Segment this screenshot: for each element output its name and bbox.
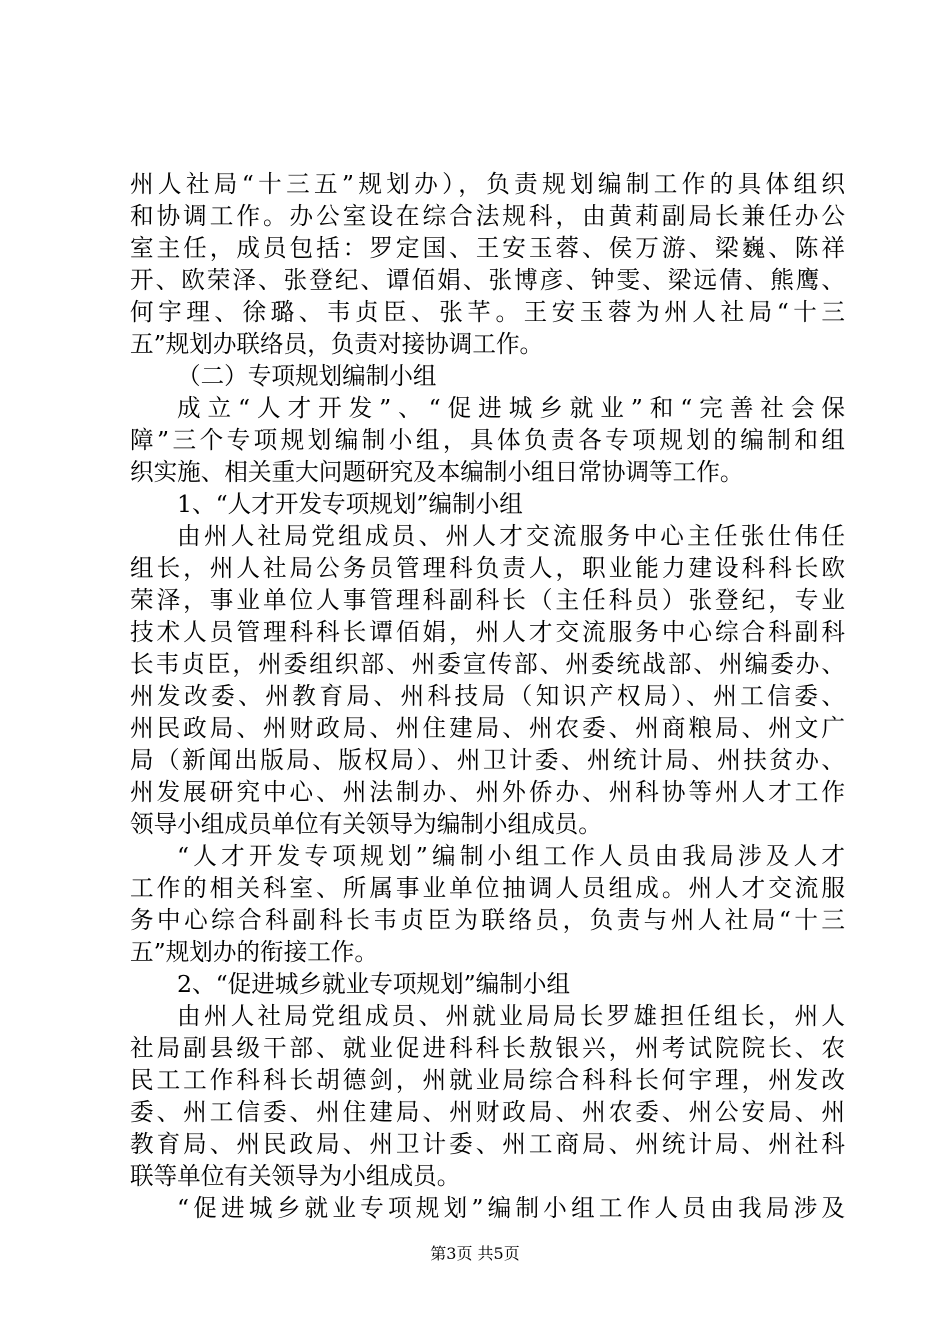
text-line: 联等单位有关领导为小组成员。 — [130, 1162, 461, 1190]
text-line: “人才开发专项规划”编制小组工作人员由我局涉及人才 — [177, 842, 845, 870]
text-line: 州民政局、州财政局、州住建局、州农委、州商粮局、州文广 — [130, 714, 845, 742]
text-line: 局（新闻出版局、版权局）、州卫计委、州统计局、州扶贫办、 — [130, 746, 845, 774]
text-line: 组长，州人社局公务员管理科负责人，职业能力建设科科长欧 — [130, 554, 845, 582]
text-line: 五”规划办联络员，负责对接协调工作。 — [130, 330, 544, 358]
text-line: 五”规划办的衔接工作。 — [130, 938, 378, 966]
text-line: 障”三个专项规划编制小组，具体负责各专项规划的编制和组 — [130, 426, 845, 454]
subsection-heading: 1、“人才开发专项规划”编制小组 — [177, 490, 523, 518]
text-line: 技术人员管理科科长谭佰娟，州人才交流服务中心综合科副科 — [130, 618, 845, 646]
text-line: 领导小组成员单位有关领导为编制小组成员。 — [130, 810, 602, 838]
text-line: “促进城乡就业专项规划”编制小组工作人员由我局涉及 — [177, 1194, 845, 1222]
text-line: 何宇理、徐璐、韦贞臣、张芊。王安玉蓉为州人社局“十三 — [130, 298, 845, 326]
page-number-footer: 第3页 共5页 — [430, 1244, 520, 1263]
text-line: 和协调工作。办公室设在综合法规科，由黄莉副局长兼任办公 — [130, 202, 845, 230]
document-body — [130, 168, 845, 1224]
text-line: 州发改委、州教育局、州科技局（知识产权局）、州工信委、 — [130, 682, 845, 710]
text-line: 民工工作科科长胡德剑，州就业局综合科科长何宇理，州发改 — [130, 1066, 845, 1094]
text-line: 开、欧荣泽、张登纪、谭佰娟、张博彦、钟雯、梁远倩、熊鹰、 — [130, 266, 845, 294]
text-line: 由州人社局党组成员、州人才交流服务中心主任张仕伟任 — [177, 522, 845, 550]
text-line: 长韦贞臣，州委组织部、州委宣传部、州委统战部、州编委办、 — [130, 650, 845, 678]
text-line: 成立“人才开发”、“促进城乡就业”和“完善社会保 — [177, 394, 845, 422]
text-line: 州人社局“十三五”规划办），负责规划编制工作的具体组织 — [130, 170, 845, 198]
subsection-heading: 2、“促进城乡就业专项规划”编制小组 — [177, 970, 571, 998]
text-line: 织实施、相关重大问题研究及本编制小组日常协调等工作。 — [130, 458, 744, 486]
text-line: 州发展研究中心、州法制办、州外侨办、州科协等州人才工作 — [130, 778, 845, 806]
text-line: 社局副县级干部、就业促进科科长敖银兴，州考试院院长、农 — [130, 1034, 845, 1062]
section-heading: （二）专项规划编制小组 — [177, 362, 437, 390]
text-line: 荣泽，事业单位人事管理科副科长（主任科员）张登纪，专业 — [130, 586, 845, 614]
text-line: 由州人社局党组成员、州就业局局长罗雄担任组长，州人 — [177, 1002, 845, 1030]
text-line: 委、州工信委、州住建局、州财政局、州农委、州公安局、州 — [130, 1098, 845, 1126]
text-line: 务中心综合科副科长韦贞臣为联络员，负责与州人社局“十三 — [130, 906, 845, 934]
text-line: 工作的相关科室、所属事业单位抽调人员组成。州人才交流服 — [130, 874, 845, 902]
text-line: 室主任，成员包括：罗定国、王安玉蓉、侯万游、梁巍、陈祥 — [130, 234, 845, 262]
text-line: 教育局、州民政局、州卫计委、州工商局、州统计局、州社科 — [130, 1130, 845, 1158]
